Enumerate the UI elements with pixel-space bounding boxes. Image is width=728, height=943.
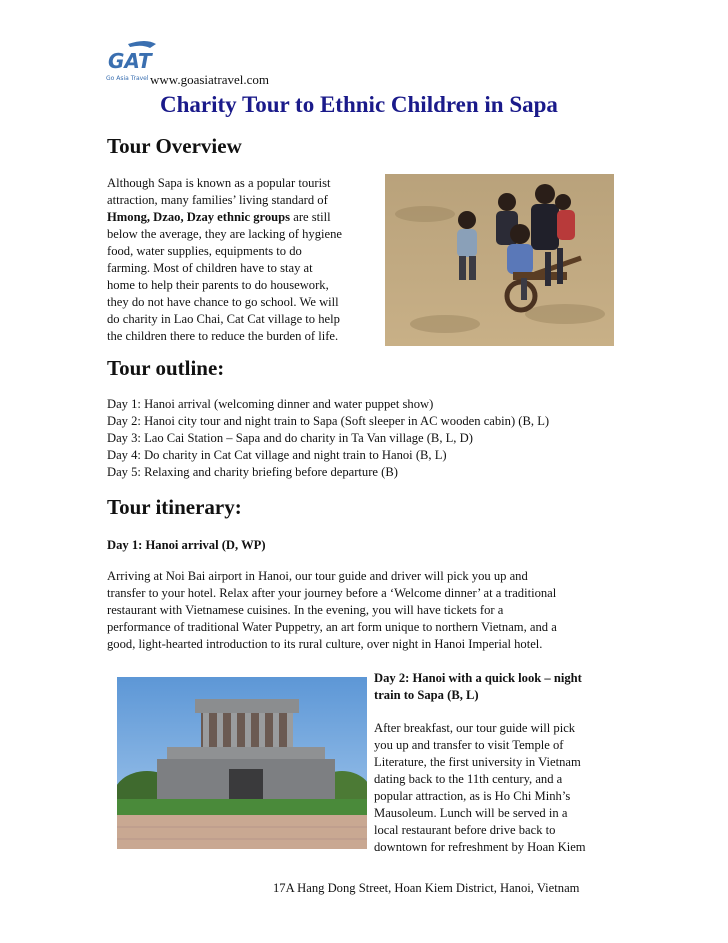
day1-title: Day 1: Hanoi arrival (D, WP) bbox=[107, 538, 266, 552]
day2-line: dating back to the 11th century, and a bbox=[374, 772, 563, 786]
overview-line: farming. Most of children have to stay at bbox=[107, 261, 313, 275]
day2-title-line: Day 2: Hanoi with a quick look – night bbox=[374, 671, 582, 685]
mausoleum-photo bbox=[117, 677, 367, 849]
day2-text bbox=[374, 720, 586, 856]
tour-overview-text bbox=[107, 175, 379, 345]
website-url[interactable]: www.goasiatravel.com bbox=[150, 72, 270, 87]
outline-day-4: Day 4: Do charity in Cat Cat village and night train to Hanoi (B, L) bbox=[107, 448, 447, 462]
tour-outline-heading: Tour outline: bbox=[107, 356, 225, 380]
overview-line: they do not have chance to go school. We will bbox=[107, 295, 339, 309]
logo-subtext: Go Asia Travel bbox=[106, 75, 149, 82]
outline-day-1: Day 1: Hanoi arrival (welcoming dinner and water puppet show) bbox=[107, 397, 434, 411]
day1-text bbox=[107, 568, 557, 653]
overview-line: food, water supplies, equipments to do bbox=[107, 244, 302, 258]
overview-line-rest: are still bbox=[290, 210, 331, 224]
logo-text: GAT bbox=[108, 49, 152, 73]
tour-outline-list bbox=[107, 396, 549, 481]
ethnic-groups-bold: Hmong, Dzao, Dzay ethnic groups bbox=[107, 210, 291, 224]
day2-line: Mausoleum. Lunch will be served in a bbox=[374, 806, 568, 820]
day2-line: Literature, the first university in Vietnam bbox=[374, 755, 581, 769]
footer-address: 17A Hang Dong Street, Hoan Kiem District, Hanoi, Vietnam bbox=[273, 881, 580, 895]
tour-overview-heading: Tour Overview bbox=[107, 134, 242, 158]
day2-line: After breakfast, our tour guide will pick bbox=[374, 721, 576, 735]
overview-line: Although Sapa is known as a popular tourist bbox=[107, 176, 331, 190]
children-photo bbox=[385, 174, 614, 346]
tour-itinerary-heading: Tour itinerary: bbox=[107, 495, 242, 519]
overview-line: below the average, they are lacking of hygiene bbox=[107, 227, 342, 241]
overview-line: home to help their parents to do housework, bbox=[107, 278, 329, 292]
day1-line: performance of traditional Water Puppetry, an art form unique to northern Vietnam, and a bbox=[107, 620, 557, 634]
day1-line: restaurant with Vietnamese cuisines. In the evening, you will have tickets for a bbox=[107, 603, 504, 617]
day2-line: downtown for refreshment by Hoan Kiem bbox=[374, 840, 586, 854]
overview-line: attraction, many families’ living standard of bbox=[107, 193, 328, 207]
day2-line: local restaurant before drive back to bbox=[374, 823, 556, 837]
overview-line-ethnic-groups bbox=[107, 209, 379, 226]
overview-line: the children there to reduce the burden of life. bbox=[107, 329, 339, 343]
outline-day-2: Day 2: Hanoi city tour and night train to Sapa (Soft sleeper in AC wooden cabin) (B, L) bbox=[107, 414, 550, 428]
outline-day-3: Day 3: Lao Cai Station – Sapa and do charity in Ta Van village (B, L, D) bbox=[107, 431, 473, 445]
day2-line: popular attraction, as is Ho Chi Minh’s bbox=[374, 789, 571, 803]
document-title: Charity Tour to Ethnic Children in Sapa bbox=[160, 92, 558, 117]
day1-line: transfer to your hotel. Relax after your journey before a ‘Welcome dinner’ at a traditional bbox=[107, 586, 557, 600]
day2-title bbox=[374, 670, 582, 704]
overview-line: do charity in Lao Chai, Cat Cat village to help bbox=[107, 312, 340, 326]
day2-line: you up and transfer to visit Temple of bbox=[374, 738, 564, 752]
day1-line: good, light-hearted introduction to its rural culture, over night in Hanoi Imperial hotel. bbox=[107, 637, 543, 651]
day1-line: Arriving at Noi Bai airport in Hanoi, our tour guide and driver will pick you up and bbox=[107, 569, 528, 583]
day2-title-line: train to Sapa (B, L) bbox=[374, 688, 479, 702]
outline-day-5: Day 5: Relaxing and charity briefing before departure (B) bbox=[107, 465, 398, 479]
